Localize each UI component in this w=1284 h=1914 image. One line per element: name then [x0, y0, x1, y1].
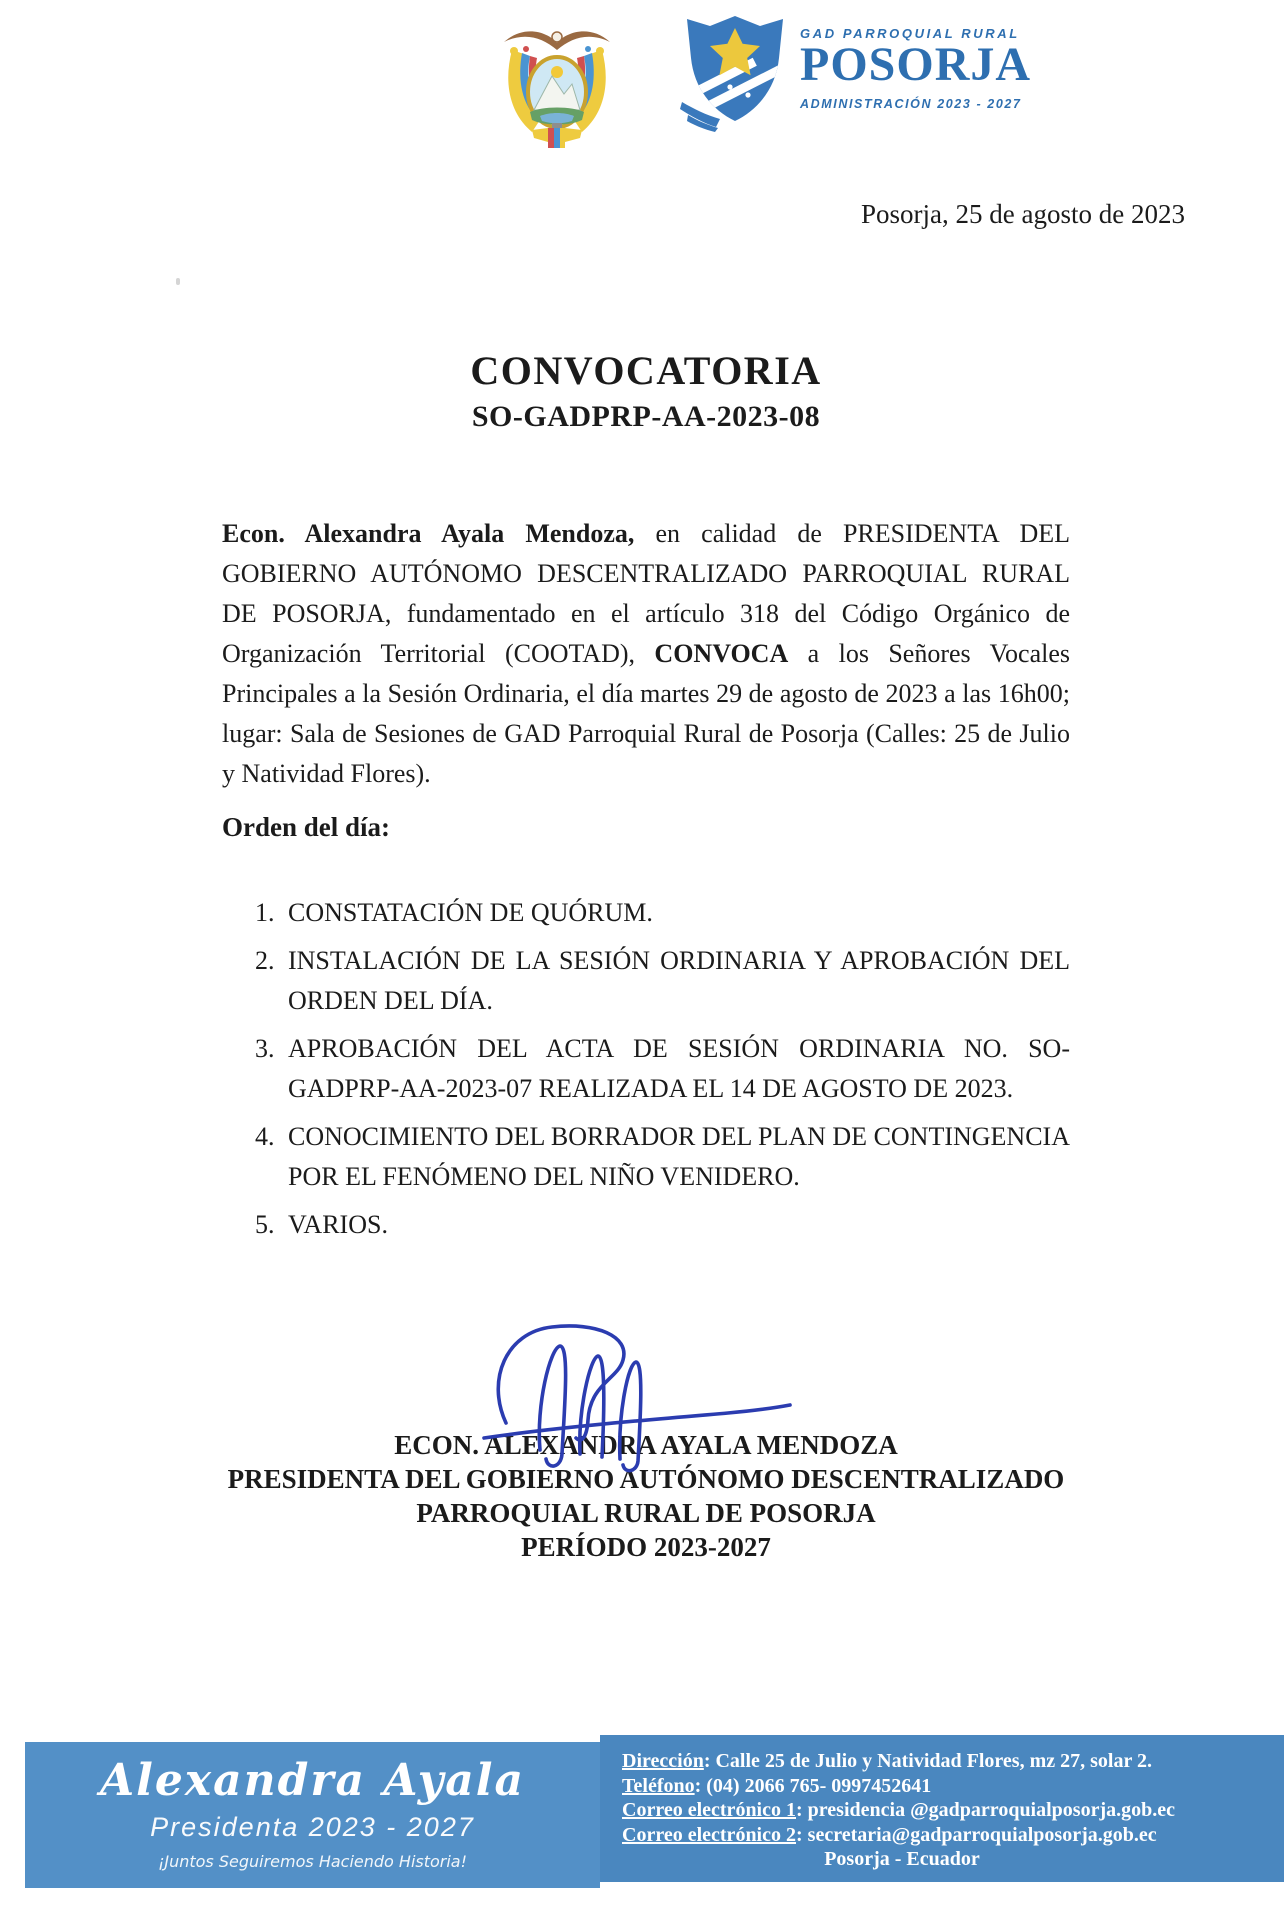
agenda-item-number: 2.: [255, 946, 275, 975]
agenda-heading: Orden del día:: [222, 812, 391, 842]
agenda-item-2: [255, 941, 1070, 1021]
signatory-period: PERÍODO 2023-2027: [521, 1532, 771, 1562]
signature-scribble: [478, 1318, 818, 1483]
footer-right-panel: [600, 1735, 1284, 1882]
agenda-item-number: 4.: [255, 1122, 275, 1151]
footer-phone-line: [622, 1774, 1284, 1799]
logo-administration: ADMINISTRACIÓN 2023 - 2027: [800, 96, 1022, 111]
agenda-item-text: INSTALACIÓN DE LA SESIÓN ORDINARIA Y APROBACIÓN DEL ORDEN DEL DÍA.: [288, 946, 1070, 1015]
email1-label: Correo electrónico 1: [622, 1799, 796, 1821]
posorja-logo-text: [800, 10, 1031, 111]
signatory-title-1: PRESIDENTA DEL GOBIERNO AUTÓNOMO DESCENTRALIZADO: [227, 1464, 1065, 1494]
phone-label: Teléfono: [622, 1774, 695, 1797]
stray-ink-dot: [176, 278, 180, 285]
body-convoca: CONVOCA: [654, 639, 789, 668]
document-code: SO-GADPRP-AA-2023-08: [471, 400, 821, 433]
agenda-item-5: [255, 1205, 1070, 1245]
agenda-item-number: 3.: [255, 1034, 275, 1063]
posorja-logo: [674, 10, 1032, 132]
logo-name: POSORJA: [800, 38, 1032, 91]
body-intro-text-2: a los Señores Vocales Principales a la Sesión Ordinaria, el día martes 29 de agosto de 2023 a las 16h00; lugar: Sala de Sesiones de GAD Parroquial Rural de Posorja (Calles: 25 de Julio y Natividad Flores).: [222, 639, 1070, 788]
address-label: Dirección: [622, 1750, 704, 1772]
document-date: Posorja, 25 de agosto de 2023: [861, 199, 1185, 229]
footer-slogan: ¡Juntos Seguiremos Haciendo Historia!: [157, 1852, 468, 1871]
agenda-item-number: 1.: [255, 898, 275, 927]
email1-value: : presidencia @gadparroquialposorja.gob.ec: [796, 1799, 1175, 1821]
footer-signature-name: Alexandra Ayala: [99, 1755, 525, 1806]
posorja-shield-icon: [674, 10, 796, 132]
footer-role: Presidenta 2023 - 2027: [150, 1812, 475, 1842]
phone-value: : (04) 2066 765- 0997452641: [694, 1774, 932, 1797]
agenda-item-1: [255, 893, 1070, 933]
agenda-item-text: CONOCIMIENTO DEL BORRADOR DEL PLAN DE CONTINGENCIA POR EL FENÓMENO DEL NIÑO VENIDERO.: [288, 1122, 1070, 1191]
agenda-item-3: [255, 1029, 1070, 1109]
footer-address-line: [622, 1749, 1284, 1774]
agenda-item-number: 5.: [255, 1210, 275, 1239]
agenda-item-text: APROBACIÓN DEL ACTA DE SESIÓN ORDINARIA NO. SO-GADPRP-AA-2023-07 REALIZADA EL 14 DE AGOSTO DE 2023.: [288, 1034, 1070, 1103]
address-value: : Calle 25 de Julio y Natividad Flores, mz 27, solar 2.: [703, 1750, 1152, 1772]
body-paragraph: [222, 514, 1070, 794]
agenda-item-4: [255, 1117, 1070, 1197]
document-title: CONVOCATORIA: [470, 348, 822, 393]
body-intro-text-1: en calidad de PRESIDENTA DEL GOBIERNO AUTÓNOMO DESCENTRALIZADO PARROQUIAL RURAL DE POSORJA, fundamentado en el artículo 318 del Código Orgánico de Organización Territorial (COOTAD),: [222, 519, 1070, 668]
agenda-item-text: CONSTATACIÓN DE QUÓRUM.: [288, 898, 653, 927]
title-block: [222, 347, 1070, 434]
signatory-title-2: PARROQUIAL RURAL DE POSORJA: [416, 1498, 876, 1528]
footer-email2-line: [622, 1823, 1284, 1848]
footer-email1-line: [622, 1798, 1284, 1823]
signatory-name: ECON. ALEXANDRA AYALA MENDOZA: [394, 1430, 898, 1460]
ecuador-coat-of-arms-icon: [492, 20, 622, 154]
email2-label: Correo electrónico 2: [622, 1823, 796, 1846]
footer-location: Posorja - Ecuador: [824, 1848, 980, 1870]
footer-left-panel: [25, 1742, 600, 1888]
email2-value: : secretaria@gadparroquialposorja.gob.ec: [796, 1823, 1157, 1846]
agenda-item-text: VARIOS.: [288, 1210, 388, 1239]
body-intro-name: Econ. Alexandra Ayala Mendoza,: [222, 519, 635, 548]
agenda-list: [255, 893, 1070, 1253]
logo-org-type: GAD PARROQUIAL RURAL: [800, 26, 1020, 41]
